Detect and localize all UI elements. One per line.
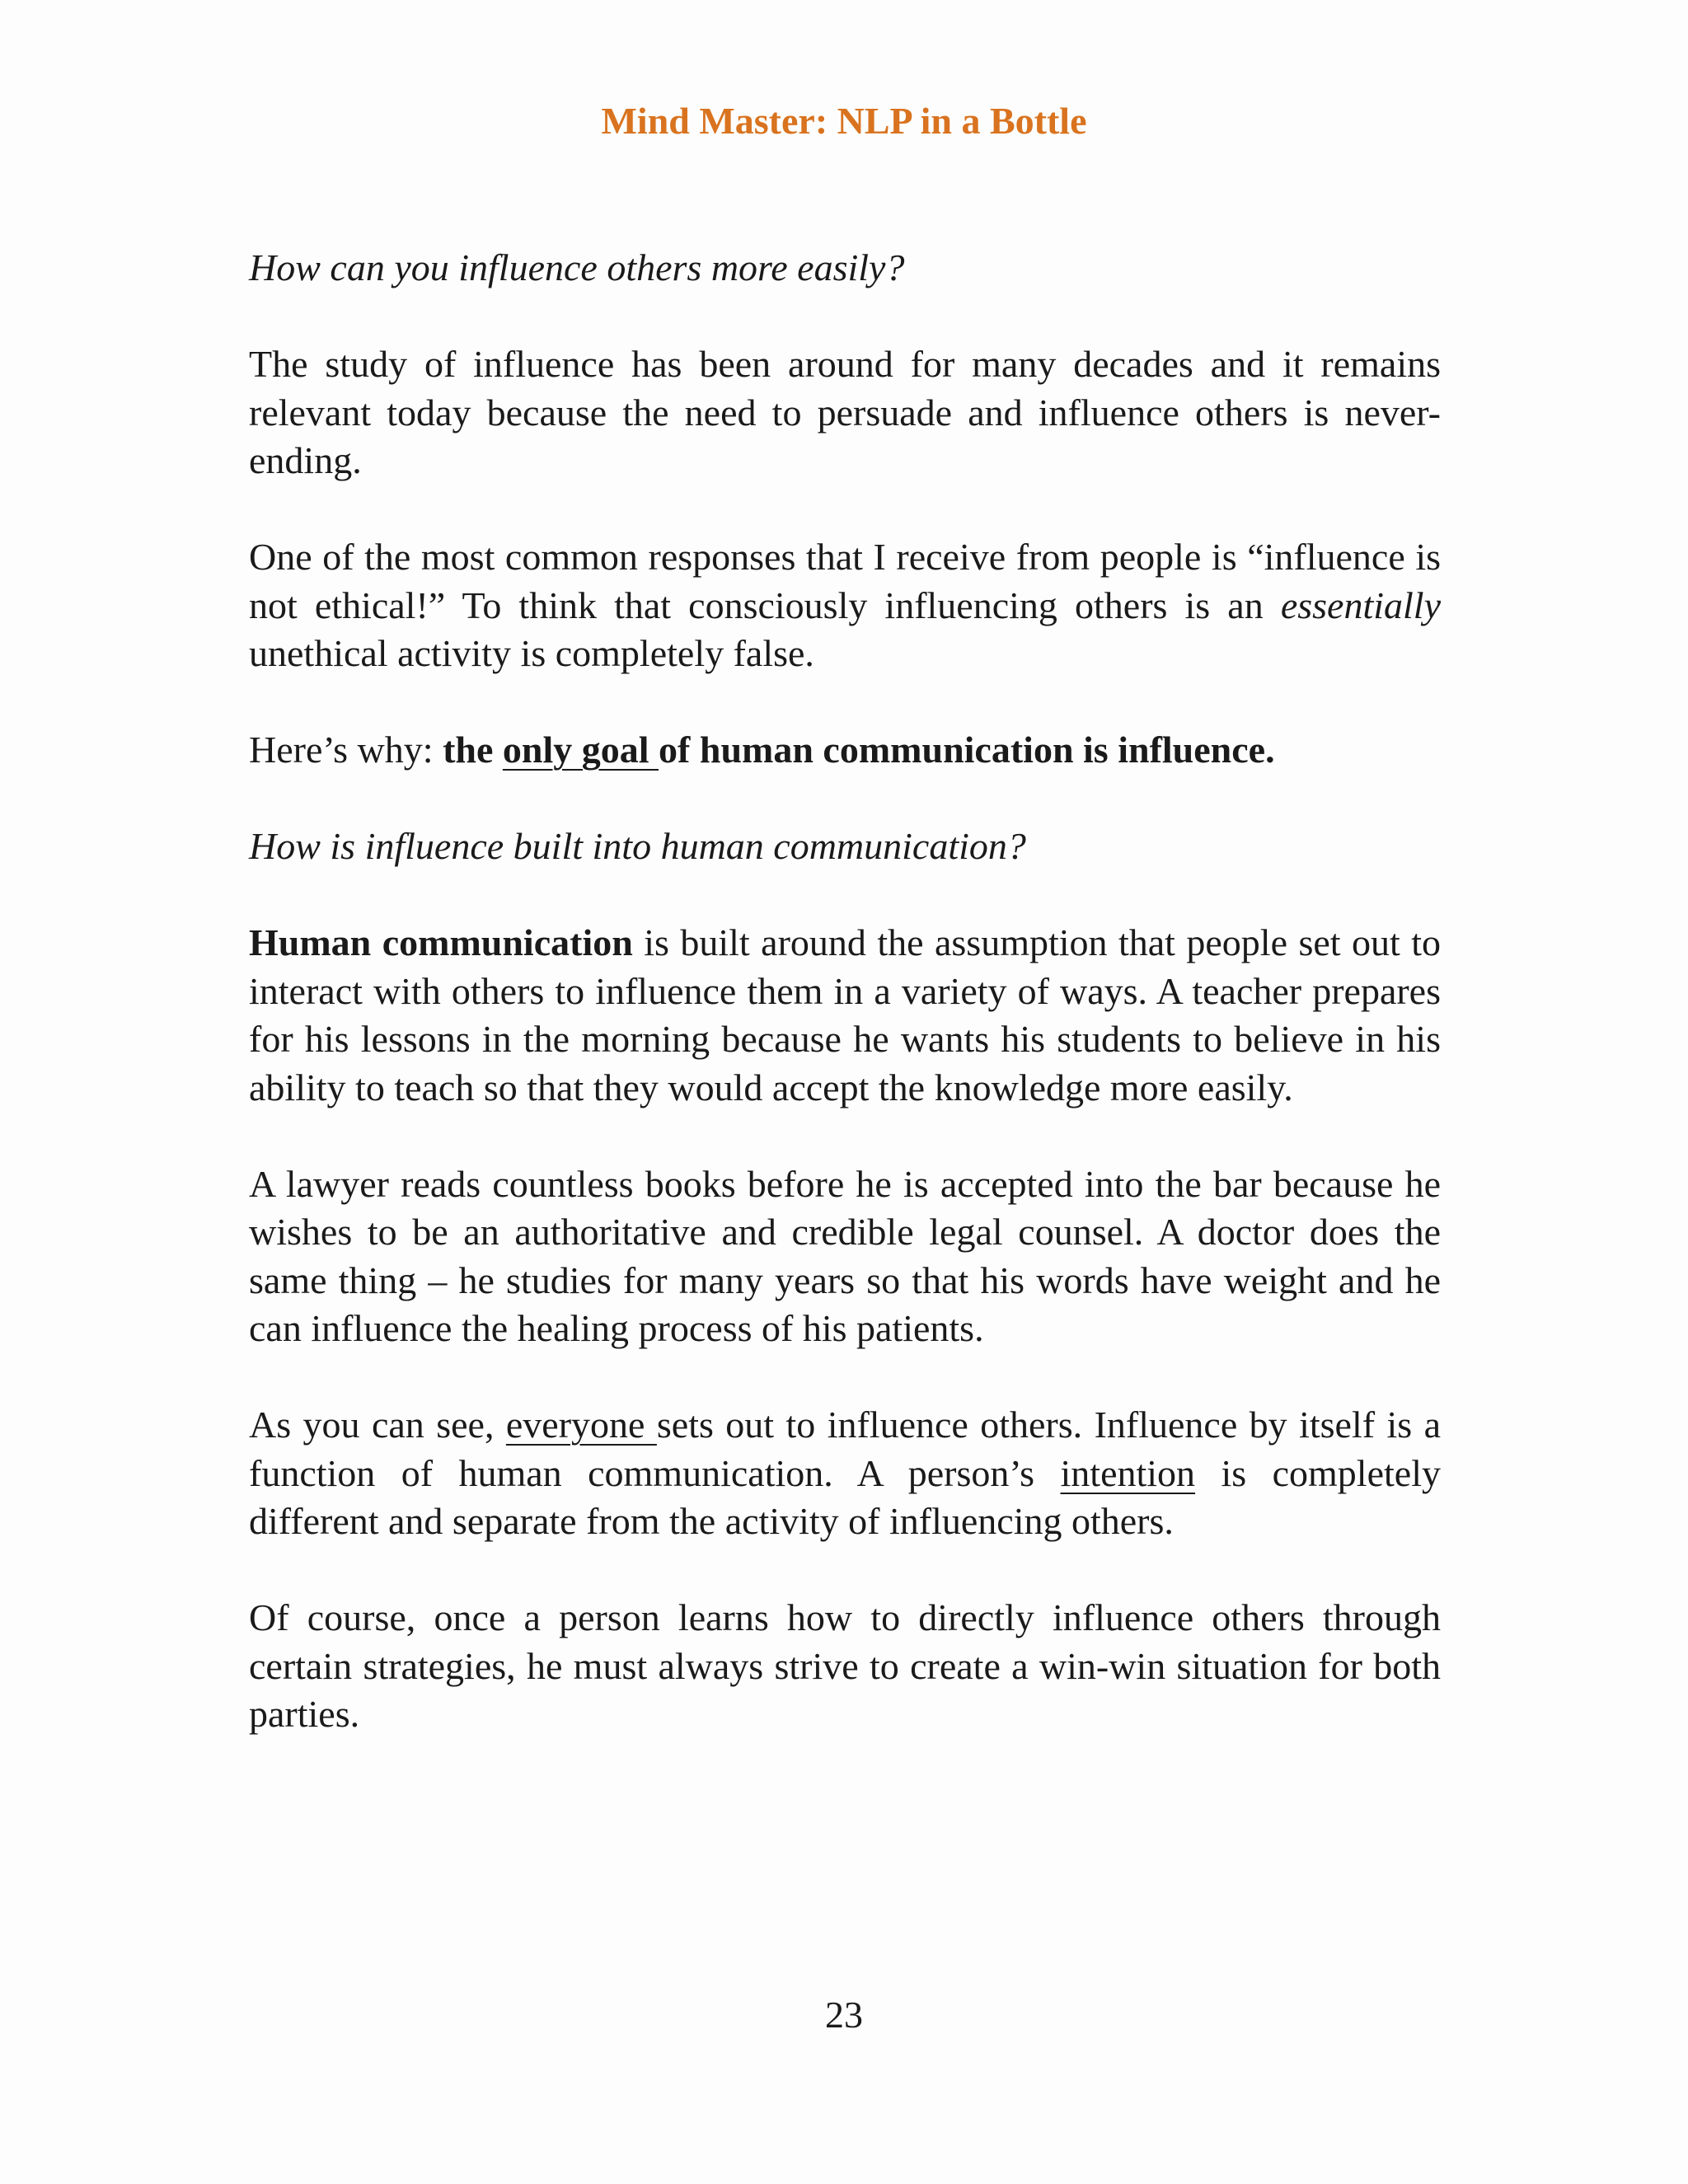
page-header-title: Mind Master: NLP in a Bottle: [601, 100, 1087, 142]
question-heading-built-in: How is influence built into human communication?: [249, 825, 1026, 867]
paragraph-heres-why: [249, 726, 1441, 775]
underlined-text: intention: [1060, 1451, 1196, 1494]
underlined-text: everyone: [505, 1404, 657, 1446]
page-number: 23: [825, 1994, 863, 2036]
page-body: [249, 244, 1441, 1787]
lead-text: Here’s why:: [249, 729, 443, 771]
paragraph-human-communication: [249, 919, 1441, 1112]
underlined-text: only goal: [502, 729, 659, 771]
paragraph-lawyer-doctor: A lawyer reads countless books before he is accepted into the bar because he wishes to be an authoritative and credible legal counsel. A doctor does the same thing – he studies for many years so that his words have weight and he can influence the healing process of his patients.: [249, 1162, 1441, 1349]
paragraph-study-of-influence: The study of influence has been around for many decades and it remains relevant today because the need to persuade and influence others is never-ending.: [249, 343, 1441, 481]
paragraph-text: is built around the assumption that people set out to interact with others to influence them in a variety of ways. A teacher prepares for his lessons in the morning because he wants his students to believe in his ability to teach so that they would accept the knowledge more easily.: [249, 921, 1441, 1108]
question-heading-influence: How can you influence others more easily?: [249, 246, 905, 288]
paragraph-win-win: Of course, once a person learns how to directly influence others through certain strategies, he must always strive to create a win-win situation for both parties.: [249, 1596, 1441, 1735]
bold-statement: the only goal of human communication is influence.: [443, 729, 1275, 771]
paragraph-text: One of the most common responses that I receive from people is “influence is not ethical!” To think that consciously influencing others is an: [249, 536, 1441, 626]
bold-term: Human communication: [249, 921, 633, 963]
paragraph-common-responses: [249, 533, 1441, 678]
paragraph-everyone: As you can see, everyone sets out to influence others. Influence by itself is a function of human communication. A person’s intention is completely different and separate from the activity of influencing others.: [249, 1404, 1441, 1542]
paragraph-text: unethical activity is completely false.: [249, 632, 814, 674]
emphasis-text: essentially: [1280, 583, 1441, 626]
